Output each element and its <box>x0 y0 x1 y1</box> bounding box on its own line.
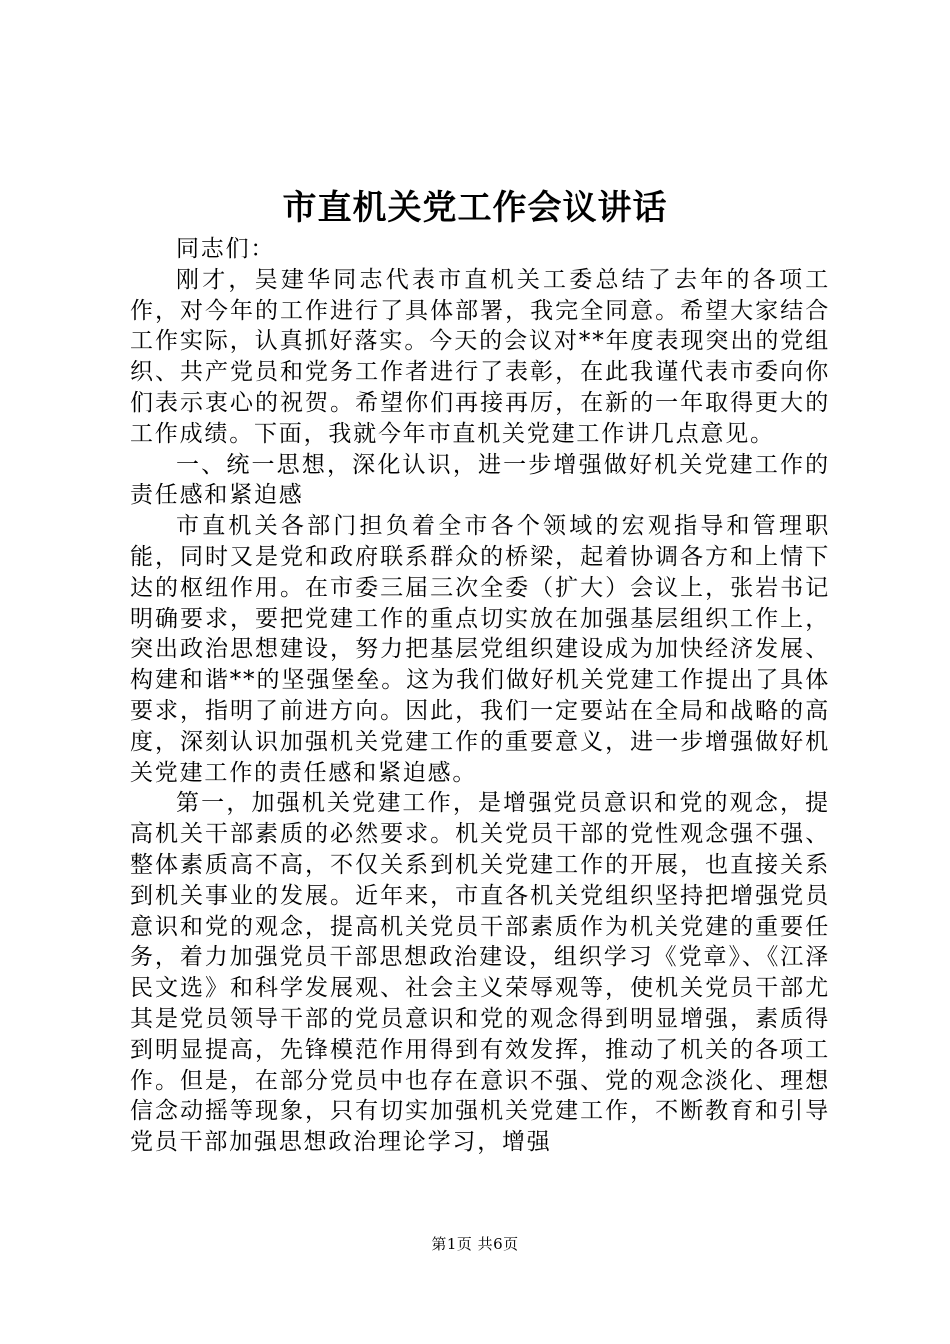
salutation: 同志们： <box>176 236 276 262</box>
paragraph-point-1: 第一，加强机关党建工作，是增强党员意识和党的观念，提高机关干部素质的必然要求。机关党员干部的党性观念强不强、整体素质高不高，不仅关系到机关党建工作的开展，也直接关系到机关事业的发展。近年来，市直各机关党组织坚持把增强党员意识和党的观念，提高机关党员干部素质作为机关党建的重要任务，着力加强党员干部思想政治建设，组织学习《党章》、《江泽民文选》和科学发展观、社会主义荣辱观等，使机关党员干部尤其是党员领导干部的党员意识和党的观念得到明显增强，素质得到明显提高，先锋模范作用得到有效发挥，推动了机关的各项工作。但是，在部分党员中也存在意识不强、党的观念淡化、理想信念动摇等现象，只有切实加强机关党建工作，不断教育和引导党员干部加强思想政治理论学习，增强 <box>130 790 830 1156</box>
page-indicator: 第1页 共6页 <box>431 1235 519 1253</box>
document-title: 市直机关党工作会议讲话 <box>282 188 668 228</box>
paragraph-section-1: 市直机关各部门担负着全市各个领域的宏观指导和管理职能，同时又是党和政府联系群众的桥梁，起着协调各方和上情下达的枢纽作用。在市委三届三次全委（扩大）会议上，张岩书记明确要求，要把党建工作的重点切实放在加强基层组织工作上，突出政治思想建设，努力把基层党组织建设成为加快经济发展、构建和谐**的坚强堡垒。这为我们做好机关党建工作提出了具体要求，指明了前进方向。因此，我们一定要站在全局和战略的高度，深刻认识加强机关党建工作的重要意义，进一步增强做好机关党建工作的责任感和紧迫感。 <box>130 513 830 786</box>
paragraph-intro: 刚才，吴建华同志代表市直机关工委总结了去年的各项工作，对今年的工作进行了具体部署，我完全同意。希望大家结合工作实际，认真抓好落实。今天的会议对**年度表现突出的党组织、共产党员和党务工作者进行了表彰，在此我谨代表市委向你们表示衷心的祝贺。希望你们再接再厉，在新的一年取得更大的工作成绩。下面，我就今年市直机关党建工作讲几点意见。 <box>130 266 830 447</box>
section-heading-1: 一、统一思想，深化认识，进一步增强做好机关党建工作的责任感和紧迫感 <box>130 451 830 509</box>
document-body <box>130 234 830 1158</box>
